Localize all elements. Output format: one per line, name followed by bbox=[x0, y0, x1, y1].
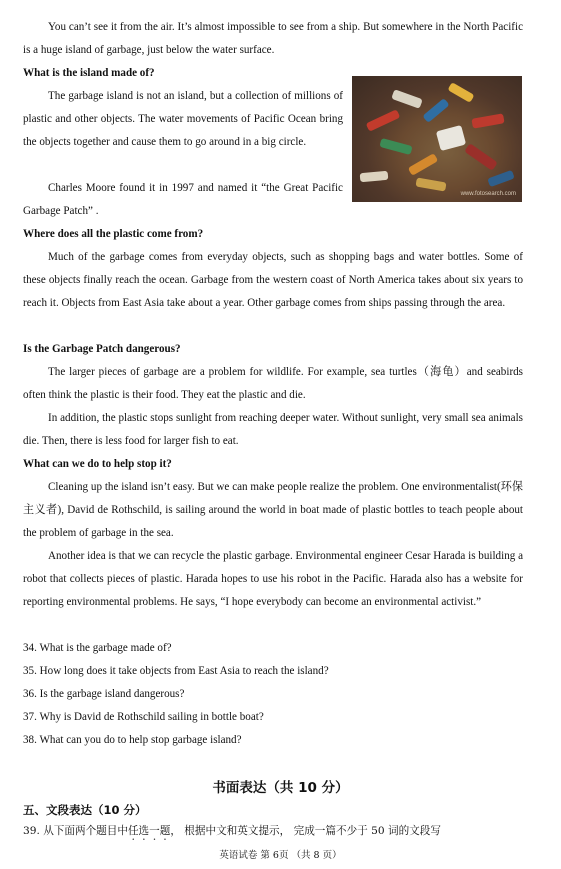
question-36: 36. Is the garbage island dangerous? bbox=[23, 688, 185, 700]
subsection-title: 五、文段表达（10 分） bbox=[23, 803, 147, 817]
where-from-paragraph: Much of the garbage comes from everyday objects, such as shopping bags and water bottles. Some of these objects finally reach the ocean. Garbage from the western coast of North America takes about six years to reach it. Objects from East Asia take about a year. Other garbage comes from ships passing through the area. bbox=[23, 251, 523, 309]
writing-task-prompt: 39. 从下面两个题目中任选一题， 根据中文和英文提示， 完成一篇不少于 50 词的文段写 bbox=[23, 825, 441, 837]
made-of-paragraph-1: The garbage island is not an island, but a collection of millions of plastic and other objects. The water movements of Pacific Ocean bring the objects together and cause them to go around in a big circle. bbox=[23, 90, 343, 148]
made-of-paragraph-2: Charles Moore found it in 1997 and named it “the Great Pacific Garbage Patch” . bbox=[23, 182, 343, 217]
emphasis-choose-one: 任选一题 bbox=[127, 825, 171, 837]
dangerous-paragraph-2: In addition, the plastic stops sunlight from reaching deeper water. Without sunlight, very small sea animals die. Then, there is less food for larger fish to eat. bbox=[23, 412, 523, 447]
intro-paragraph: You can’t see it from the air. It’s almost impossible to see from a ship. But somewhere in the North Pacific is a huge island of garbage, just below the water surface. bbox=[23, 21, 523, 56]
question-37: 37. Why is David de Rothschild sailing in bottle boat? bbox=[23, 711, 264, 723]
help-paragraph-1: Cleaning up the island isn’t easy. But we can make people realize the problem. One environmentalist(环保主义者), David de Rothschild, is sailing around the world in boat made of plastic bottles to teach people about the problem of garbage in the sea. bbox=[23, 481, 523, 539]
heading-made-of: What is the island made of? bbox=[23, 67, 155, 79]
page-footer: 英语试卷 第 6页 （共 8 页） bbox=[219, 850, 342, 861]
heading-dangerous: Is the Garbage Patch dangerous? bbox=[23, 343, 181, 355]
question-38: 38. What can you do to help stop garbage island? bbox=[23, 734, 242, 746]
heading-where-from: Where does all the plastic come from? bbox=[23, 228, 204, 240]
garbage-photo: www.fotosearch.com bbox=[352, 76, 522, 202]
help-paragraph-2: Another idea is that we can recycle the plastic garbage. Environmental engineer Cesar Harada is building a robot that collects pieces of plastic. Harada hopes to use his robot in the Pacific. Harada also has a website for reporting environmental problems. He says, “I hope everybody can become an environmental activist.” bbox=[23, 550, 523, 608]
heading-help: What can we do to help stop it? bbox=[23, 458, 172, 470]
question-35: 35. How long does it take objects from East Asia to reach the island? bbox=[23, 665, 329, 677]
question-list bbox=[23, 637, 523, 752]
question-34: 34. What is the garbage made of? bbox=[23, 642, 172, 654]
section-title: 书面表达（共 10 分） bbox=[212, 780, 349, 796]
dangerous-paragraph-1: The larger pieces of garbage are a problem for wildlife. For example, sea turtles（海龟）and seabirds often think the plastic is their food. They eat the plastic and die. bbox=[23, 366, 523, 401]
